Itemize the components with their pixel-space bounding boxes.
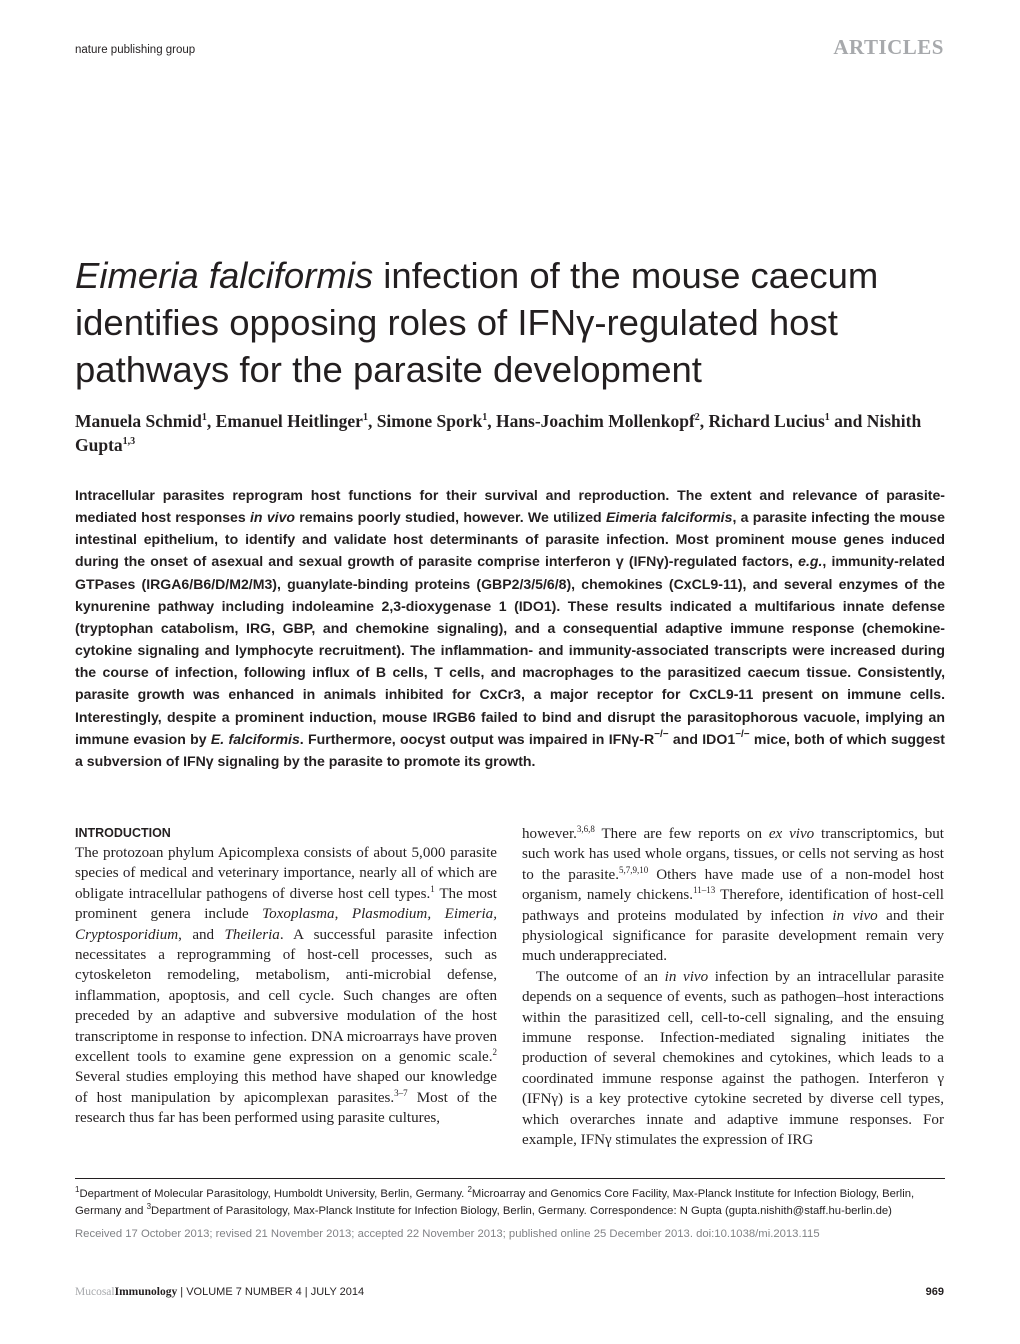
paragraph: The outcome of an in vivo infection by an intracellular parasite depends on a sequence of events, such as pathogen–host interactions within the parasitized cell, cell-to-cell signaling, and the ensuing immune response. Infection-mediated signaling initiates the production of several chemokines and cytokines, which leads to a coordinated immune response against the pathogen. Interferon γ (IFNγ) is a key protective cytokine secreted by diverse cell types, which overarches innate and adaptive immune responses. For example, IFNγ stimulates the expression of IRG	[522, 968, 944, 1149]
affiliations: $^1$Department of Molecular Parasitology, Humboldt University, Berlin, Germany. $^2$Microarray and Genomics Core Facility, Max-Planck Institute for Infection Biology, Berlin, Germany and $^3$Department of Parasitology, Max-Planck Institute for Infection Biology, Berlin, Germany. Correspondence: N Gupta (gupta.nishith@staff.hu-berlin.de)	[75, 1185, 915, 1217]
author-list	[75, 409, 955, 457]
article-title	[75, 252, 955, 393]
journal-name: MucosalImmunology	[75, 1286, 178, 1298]
publication-history: Received 17 October 2013; revised 21 November 2013; accepted 22 November 2013; published online 25 December 2013. doi:10.1038/mi.2013.115	[75, 1228, 820, 1240]
author: Hans-Joachim Mollenkopf$^2$,	[495, 411, 709, 431]
page-number: 969	[925, 1286, 944, 1298]
paragraph: however.$^{3,6,8}$ There are few reports on ex vivo transcriptomics, but such work has used whole organs, tissues, or cells not serving as host to the parasite.$^{5,7,9,10}$ Others have made use of a non-model host organism, namely chickens.$^{11-13}$ Therefore, identification of host-cell pathways and proteins modulated by infection in vivo and their physiological significance for parasite development remain very much underappreciated.	[522, 824, 945, 965]
author: Emanuel Heitlinger$^1$,	[215, 411, 377, 431]
publisher-name: nature publishing group	[75, 44, 196, 56]
author: Nishith Gupta$^{1,3}$	[75, 411, 922, 455]
author: Richard Lucius$^1$ and	[708, 411, 867, 431]
abstract: Intracellular parasites reprogram host functions for their survival and reproduction. The extent and relevance of parasite-mediated host responses in vivo remains poorly studied, however. We utilized Eimeria falciformis, a parasite infecting the mouse intestinal epithelium, to identify and validate host determinants of parasite infection. Most prominent mouse genes induced during the onset of asexual and sexual growth of parasite comprise interferon γ (IFNγ)-regulated factors, e.g., immunity-related GTPases (IRGA6/B6/D/M2/M3), guanylate-binding proteins (GBP2/3/5/6/8), chemokines (CxCL9-11), and several enzymes of the kynurenine pathway including indoleamine 2,3-dioxygenase 1 (IDO1). These results indicated a multifarious innate defense (tryptophan catabolism, IRG, GBP, and chemokine signaling), and a consequential adaptive immune response (chemokine-cytokine signaling and lymphocyte recruitment). The inflammation- and immunity-associated transcripts were increased during the course of infection, following influx of B cells, T cells, and macrophages to the parasitized caecum tissue. Consistently, parasite growth was enhanced in animals inhibited for CxCr3, a major receptor for CxCL9-11 present on immune cells. Interestingly, despite a prominent induction, mouse IRGB6 failed to bind and disrupt the parasitophorous vacuole, implying an immune evasion by E. falciformis. Furthermore, oocyst output was impaired in IFNγ-R−/− and IDO1−/− mice, both of which suggest a subversion of IFNγ signaling by the parasite to promote its growth.	[75, 487, 945, 769]
body-column-right	[522, 824, 944, 1151]
section-label: ARTICLES	[833, 35, 944, 59]
footnote-divider	[75, 1178, 945, 1179]
issue-info: | VOLUME 7 NUMBER 4 | JULY 2014	[177, 1286, 365, 1298]
author: Simone Spork$^1$,	[376, 411, 496, 431]
title-rest: infection of the mouse caecum identifies opposing roles of IFNγ-regulated host pathways for the parasite development	[75, 255, 879, 390]
section-heading: INTRODUCTION	[75, 826, 171, 840]
title-species: Eimeria falciformis	[75, 255, 374, 296]
body-column-left	[75, 824, 497, 1129]
journal-footer	[75, 1286, 364, 1298]
author: Manuela Schmid$^1$,	[75, 411, 216, 431]
paragraph: The protozoan phylum Apicomplexa consists of about 5,000 parasite species of medical and veterinary importance, nearly all of which are obligate intracellular pathogens of diverse host cell types.$^1$ The most prominent genera include Toxoplasma, Plasmodium, Eimeria, Cryptosporidium, and Theileria. A successful parasite infection necessitates a reprogramming of host-cell processes, such as cytoskeleton remodeling, metabolism, anti-microbial defense, inflammation, apoptosis, and cell cycle. Such changes are often preceded by an adaptive and subversive modulation of the host transcriptome in response to infection. DNA microarrays have proven excellent tools to examine gene expression on a genomic scale.$^2$ Several studies employing this method have shaped our knowledge of host manipulation by apicomplexan parasites.$^{3-7}$ Most of the research thus far has been performed using parasite cultures,	[75, 845, 497, 1127]
